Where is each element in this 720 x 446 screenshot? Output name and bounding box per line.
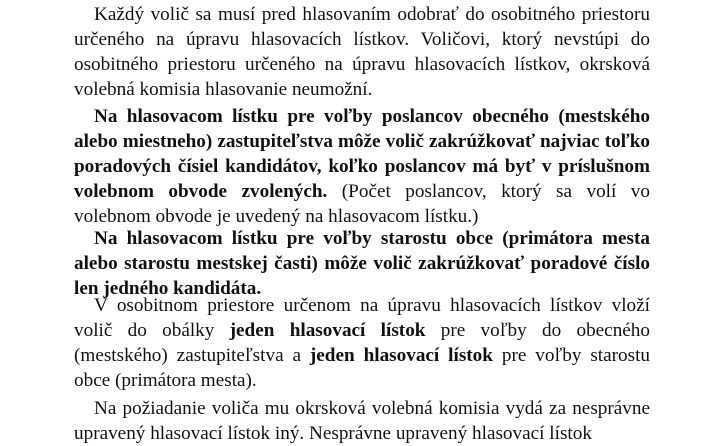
paragraph-4-text-c: pre voľby starostu obce (primátora mesta). <box>74 345 651 391</box>
paragraph-1 <box>74 2 650 102</box>
paragraph-4-bold-b: jeden hlasovací lístok <box>309 345 493 366</box>
paragraph-4-text-a: V osobitnom priestore určenom na úpravu hlasovacích lístkov vloží volič do obálky <box>74 295 650 341</box>
paragraph-5-text: Na požiadanie voliča mu okrsková volebná komisia vydá za nesprávne upravený hlasovací lístok iný. Nesprávne upravený hlasovací lístok <box>74 398 650 444</box>
paragraph-3-bold: Na hlasovacom lístku pre voľby starostu obce (primátora mesta alebo starostu mestskej časti) môže volič zakrúžkovať poradové číslo len jedného kandidáta. <box>74 228 650 299</box>
paragraph-2 <box>74 104 650 229</box>
paragraph-4 <box>74 293 650 393</box>
paragraph-2-text: (Počet poslancov, ktorý sa volí vo volebnom obvode je uvedený na hlasovacom lístku.) <box>74 181 650 227</box>
paragraph-4-bold-a: jeden hlasovací lístok <box>229 320 426 341</box>
paragraph-1-text: Každý volič sa musí pred hlasovaním odobrať do osobitného priestoru určeného na úpravu hlasovacích lístkov. Voličovi, ktorý nevstúpi do osobitného priestoru určeného na úpravu hlasovacích lístkov, okrsková volebná komisia hlasovanie neumožní. <box>74 4 650 100</box>
paragraph-3 <box>74 226 650 301</box>
paragraph-2-bold: Na hlasovacom lístku pre voľby poslancov obecného (mestského alebo miestneho) zastupiteľstva môže volič zakrúžkovať najviac toľko poradových čísiel kandidátov, koľko poslancov má byť v príslušnom volebnom obvode zvolených. <box>74 106 650 202</box>
paragraph-4-text-b: pre voľby do obecného (mestského) zastupiteľstva a <box>74 320 650 366</box>
paragraph-5 <box>74 396 650 446</box>
